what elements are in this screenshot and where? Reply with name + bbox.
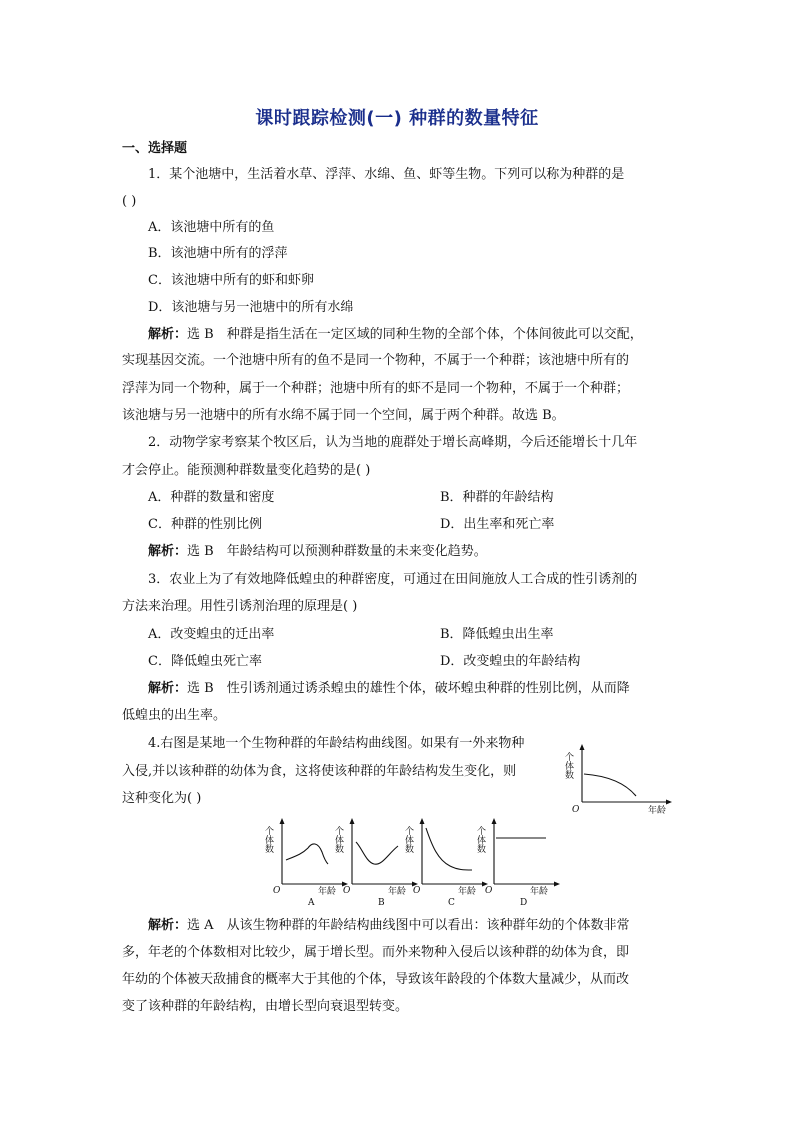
q1-analysis-line2: 实现基因交流。一个池塘中所有的鱼不是同一个物种，不属于一个种群；该池塘中所有的 bbox=[122, 353, 630, 368]
choice-label-d: D bbox=[520, 898, 528, 908]
q1-analysis-line3: 浮萍为同一个物种，属于一个种群；池塘中所有的虾不是同一个物种，不属于一个种群； bbox=[122, 381, 630, 396]
curve-a bbox=[286, 844, 328, 864]
origin-label: O bbox=[413, 886, 421, 896]
choice-label-b: B bbox=[378, 898, 385, 908]
y-axis-arrow-icon bbox=[580, 744, 585, 750]
q2-option-d: D．出生率和死亡率 bbox=[440, 517, 555, 532]
q4-choice-figures bbox=[262, 812, 562, 910]
q3-analysis-line1 bbox=[148, 680, 630, 698]
page-title: 课时跟踪检测(一) 种群的数量特征 bbox=[255, 108, 539, 129]
y-axis-label: 个体数 bbox=[333, 826, 343, 853]
q4-analysis-line1 bbox=[148, 917, 630, 935]
origin-label: O bbox=[485, 886, 493, 896]
age-structure-curve bbox=[584, 774, 636, 796]
section-heading: 一、选择题 bbox=[122, 141, 188, 156]
q1-stem-line2: ( ) bbox=[122, 194, 137, 209]
x-axis-label: 年龄 bbox=[458, 887, 477, 897]
q3-option-d: D．改变蝗虫的年龄结构 bbox=[440, 654, 581, 669]
y-axis-arrow-icon bbox=[492, 818, 497, 824]
choice-label-a: A bbox=[308, 898, 315, 908]
q4-analysis-line4: 变了该种群的年龄结构，由增长型向衰退型转变。 bbox=[122, 999, 409, 1014]
q1-option-a: A．该池塘中所有的鱼 bbox=[148, 220, 275, 235]
y-axis-label: 个体数 bbox=[563, 752, 573, 779]
analysis-text: 选 B 年龄结构可以预测种群数量的未来变化趋势。 bbox=[187, 544, 487, 559]
analysis-text: 选 A 从该生物种群的年龄结构曲线图中可以看出：该种群年幼的个体数非常 bbox=[187, 918, 630, 933]
q3-option-b: B．降低蝗虫出生率 bbox=[440, 627, 554, 642]
x-axis-label: 年龄 bbox=[648, 806, 667, 816]
q1-analysis-line4: 该池塘与另一池塘中的所有水绵不属于同一个空间，属于两个种群。故选 B。 bbox=[122, 408, 565, 423]
analysis-label: 解析： bbox=[148, 681, 188, 696]
q3-analysis-line2: 低蝗虫的出生率。 bbox=[122, 708, 227, 723]
origin-label: O bbox=[273, 886, 281, 896]
y-axis-label: 个体数 bbox=[263, 826, 273, 853]
q1-option-c: C．该池塘中所有的虾和虾卵 bbox=[148, 273, 314, 288]
q4-analysis-line3: 年幼的个体被天敌捕食的概率大于其他的个体，导致该年龄段的个体数大量减少，从而改 bbox=[122, 972, 630, 987]
x-axis-arrow-icon bbox=[666, 800, 672, 805]
q2-stem-line2: 才会停止。能预测种群数量变化趋势的是( ) bbox=[122, 463, 371, 478]
analysis-text: 选 B 性引诱剂通过诱杀蝗虫的雄性个体，破坏蝗虫种群的性别比例，从而降 bbox=[187, 681, 630, 696]
q1-stem-line1: 1．某个池塘中，生活着水草、浮萍、水绵、鱼、虾等生物。下列可以称为种群的是 bbox=[148, 167, 625, 182]
y-axis-label: 个体数 bbox=[403, 826, 413, 853]
q4-analysis-line2: 多，年老的个体数相对比较少，属于增长型。而外来物种入侵后以该种群的幼体为食，即 bbox=[122, 945, 630, 960]
analysis-label: 解析： bbox=[148, 327, 188, 342]
q4-stem-line1: 4.右图是某地一个生物种群的年龄结构曲线图。如果有一外来物种 bbox=[148, 736, 525, 751]
x-axis-label: 年龄 bbox=[388, 887, 407, 897]
q3-option-a: A．改变蝗虫的迁出率 bbox=[148, 627, 275, 642]
y-axis-arrow-icon bbox=[350, 818, 355, 824]
q2-option-c: C．种群的性别比例 bbox=[148, 517, 262, 532]
q3-stem-line1: 3．农业上为了有效地降低蝗虫的种群密度，可通过在田间施放人工合成的性引诱剂的 bbox=[148, 572, 638, 587]
origin-label: O bbox=[343, 886, 351, 896]
choice-figure-d bbox=[475, 818, 560, 908]
x-axis-label: 年龄 bbox=[530, 887, 549, 897]
x-axis-arrow-icon bbox=[554, 882, 560, 887]
y-axis-arrow-icon bbox=[280, 818, 285, 824]
q1-option-b: B．该池塘中所有的浮萍 bbox=[148, 246, 288, 261]
analysis-text: 选 B 种群是指生活在一定区域的同种生物的全部个体，个体间彼此可以交配， bbox=[187, 327, 643, 342]
q2-stem-line1: 2．动物学家考察某个牧区后，认为当地的鹿群处于增长高峰期，今后还能增长十几年 bbox=[148, 435, 638, 450]
q2-option-b: B．种群的年龄结构 bbox=[440, 490, 554, 505]
q4-stem-line3: 这种变化为( ) bbox=[122, 791, 202, 806]
x-axis-label: 年龄 bbox=[318, 887, 337, 897]
y-axis-arrow-icon bbox=[420, 818, 425, 824]
q2-option-a: A．种群的数量和密度 bbox=[148, 490, 275, 505]
q4-reference-figure bbox=[560, 740, 680, 820]
curve-b bbox=[356, 842, 398, 864]
q4-stem-line2: 入侵,并以该种群的幼体为食，这将使该种群的年龄结构发生变化，则 bbox=[122, 764, 517, 779]
q1-analysis-line1 bbox=[148, 326, 643, 344]
y-axis-label: 个体数 bbox=[475, 826, 485, 853]
choice-label-c: C bbox=[448, 898, 455, 908]
curve-c bbox=[426, 828, 472, 870]
origin-label: O bbox=[572, 805, 580, 815]
analysis-label: 解析： bbox=[148, 544, 188, 559]
q3-option-c: C．降低蝗虫死亡率 bbox=[148, 654, 262, 669]
q1-option-d: D．该池塘与另一池塘中的所有水绵 bbox=[148, 300, 354, 315]
analysis-label: 解析： bbox=[148, 918, 188, 933]
q3-stem-line2: 方法来治理。用性引诱剂治理的原理是( ) bbox=[122, 599, 358, 614]
q2-analysis bbox=[148, 543, 487, 561]
